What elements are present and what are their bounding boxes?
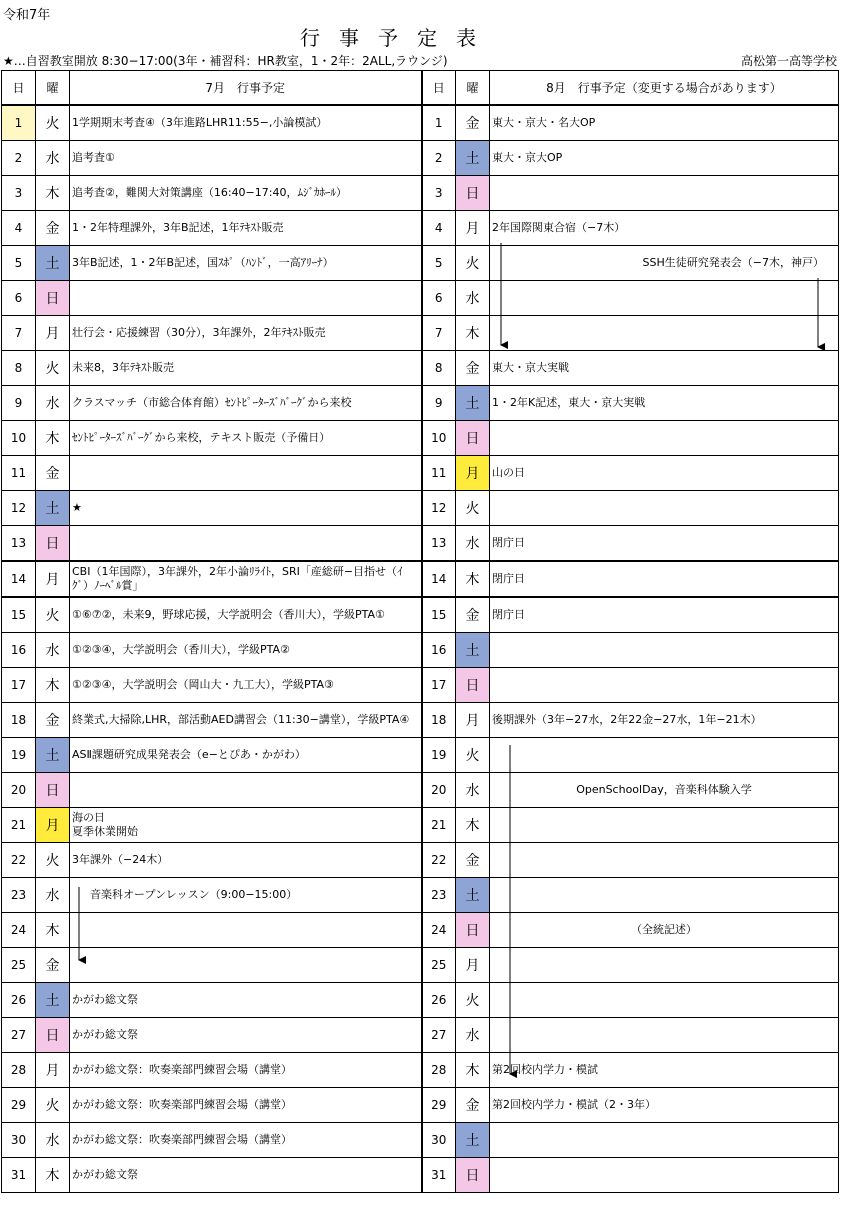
august-weekday: 金: [456, 351, 490, 386]
august-weekday: 火: [456, 738, 490, 773]
august-day: 26: [422, 983, 456, 1018]
august-day: 15: [422, 597, 456, 633]
table-row: [2, 386, 839, 421]
july-event: [70, 913, 422, 948]
august-weekday: 木: [456, 1053, 490, 1088]
july-weekday: 水: [36, 633, 70, 668]
august-day: 30: [422, 1123, 456, 1158]
july-weekday: 木: [36, 421, 70, 456]
july-day: 20: [2, 773, 36, 808]
july-weekday: 土: [36, 246, 70, 281]
table-row: [2, 1088, 839, 1123]
july-event: 未来8，3年ﾃｷｽﾄ販売: [70, 351, 422, 386]
july-day: 19: [2, 738, 36, 773]
august-event: 東大・京大・名大OP: [490, 105, 839, 141]
august-event: [490, 491, 839, 526]
table-row: [2, 211, 839, 246]
august-day: 28: [422, 1053, 456, 1088]
august-event: [490, 633, 839, 668]
july-day: 13: [2, 526, 36, 562]
july-weekday: 金: [36, 948, 70, 983]
july-day: 16: [2, 633, 36, 668]
august-event: [490, 843, 839, 878]
header-august-events: 8月 行事予定（変更する場合があります）: [490, 71, 839, 106]
august-event: [490, 176, 839, 211]
table-row: [2, 561, 839, 597]
july-weekday: 日: [36, 526, 70, 562]
july-weekday: 日: [36, 1018, 70, 1053]
july-day: 26: [2, 983, 36, 1018]
august-day: 29: [422, 1088, 456, 1123]
table-row: [2, 316, 839, 351]
july-day: 15: [2, 597, 36, 633]
table-row: [2, 668, 839, 703]
august-event: 東大・京大実戦: [490, 351, 839, 386]
july-weekday: 金: [36, 703, 70, 738]
july-event: 追考査①: [70, 141, 422, 176]
table-row: [2, 913, 839, 948]
august-event: [490, 1018, 839, 1053]
august-event: [490, 1158, 839, 1193]
july-event: [70, 773, 422, 808]
july-weekday: 火: [36, 351, 70, 386]
july-day: 6: [2, 281, 36, 316]
july-weekday: 火: [36, 105, 70, 141]
august-weekday: 金: [456, 105, 490, 141]
july-weekday: 土: [36, 983, 70, 1018]
table-row: [2, 491, 839, 526]
august-weekday: 金: [456, 1088, 490, 1123]
july-day: 21: [2, 808, 36, 843]
table-row: [2, 808, 839, 843]
july-weekday: 月: [36, 1053, 70, 1088]
july-event: 追考査②，難関大対策講座（16:40−17:40，ﾑｼﾞｶﾎｰﾙ）: [70, 176, 422, 211]
august-weekday: 土: [456, 386, 490, 421]
july-event: [70, 808, 422, 843]
august-weekday: 日: [456, 1158, 490, 1193]
august-day: 4: [422, 211, 456, 246]
july-weekday: 日: [36, 773, 70, 808]
header-weekday-august: 曜: [456, 71, 490, 106]
july-day: 10: [2, 421, 36, 456]
august-event: [490, 948, 839, 983]
july-day: 31: [2, 1158, 36, 1193]
august-day: 7: [422, 316, 456, 351]
august-event: OpenSchoolDay，音楽科体験入学: [490, 773, 839, 808]
july-weekday: 火: [36, 1088, 70, 1123]
august-day: 5: [422, 246, 456, 281]
july-event: ｾﾝﾄﾋﾟｰﾀｰｽﾞﾊﾞｰｸﾞから来校，テキスト販売（予備日）: [70, 421, 422, 456]
table-row: [2, 1123, 839, 1158]
august-event: 閉庁日: [490, 597, 839, 633]
table-row: [2, 1018, 839, 1053]
july-event: CBI（1年国際），3年課外，2年小論ﾘﾗｲﾄ，SRI「産総研−目指せ（ｲｸﾞ）ﾉｰﾍﾞﾙ賞」: [70, 561, 422, 597]
table-row: [2, 246, 839, 281]
table-row: [2, 281, 839, 316]
august-day: 3: [422, 176, 456, 211]
august-weekday: 土: [456, 878, 490, 913]
august-event: [490, 316, 839, 351]
table-row: [2, 948, 839, 983]
july-weekday: 木: [36, 176, 70, 211]
table-row: [2, 633, 839, 668]
table-row: [2, 738, 839, 773]
july-event: クラスマッチ（市総合体育館）ｾﾝﾄﾋﾟｰﾀｰｽﾞﾊﾞｰｸﾞから来校: [70, 386, 422, 421]
july-day: 25: [2, 948, 36, 983]
august-day: 12: [422, 491, 456, 526]
august-weekday: 水: [456, 526, 490, 562]
july-day: 11: [2, 456, 36, 491]
table-row: [2, 597, 839, 633]
july-event: かがわ総文祭: [70, 1158, 422, 1193]
july-event: かがわ総文祭: [70, 1018, 422, 1053]
august-weekday: 水: [456, 773, 490, 808]
july-day: 4: [2, 211, 36, 246]
august-event: [490, 808, 839, 843]
table-row: [2, 983, 839, 1018]
table-row: [2, 421, 839, 456]
august-weekday: 日: [456, 421, 490, 456]
august-event: 1・2年K記述，東大・京大実戦: [490, 386, 839, 421]
july-event: ★: [70, 491, 422, 526]
august-day: 11: [422, 456, 456, 491]
table-row: [2, 703, 839, 738]
august-weekday: 水: [456, 281, 490, 316]
table-row: [2, 878, 839, 913]
august-weekday: 木: [456, 316, 490, 351]
august-day: 17: [422, 668, 456, 703]
august-weekday: 日: [456, 176, 490, 211]
july-event: ①⑥⑦②，未来9，野球応援，大学説明会（香川大），学級PTA①: [70, 597, 422, 633]
august-day: 10: [422, 421, 456, 456]
july-event: [70, 526, 422, 562]
july-event: かがわ総文祭: [70, 983, 422, 1018]
schedule-table: [1, 70, 839, 1193]
july-day: 7: [2, 316, 36, 351]
header-day-august: 日: [422, 71, 456, 106]
august-day: 1: [422, 105, 456, 141]
august-weekday: 金: [456, 843, 490, 878]
august-weekday: 金: [456, 597, 490, 633]
page-title: 行事予定表: [300, 26, 495, 50]
july-event: かがわ総文祭：吹奏楽部門練習会場（講堂）: [70, 1088, 422, 1123]
july-event: [70, 281, 422, 316]
july-event: 壮行会・応援練習（30分），3年課外，2年ﾃｷｽﾄ販売: [70, 316, 422, 351]
july-event: 1・2年特理課外，3年B記述，1年ﾃｷｽﾄ販売: [70, 211, 422, 246]
august-day: 8: [422, 351, 456, 386]
july-event: ASⅡ課題研究成果発表会（e−とぴあ・かがわ）: [70, 738, 422, 773]
header-july-events: 7月 行事予定: [70, 71, 422, 106]
era-label: 令和7年: [3, 8, 51, 23]
august-day: 20: [422, 773, 456, 808]
august-event: 閉庁日: [490, 561, 839, 597]
august-event: [490, 281, 839, 316]
july-event: ①②③④，大学説明会（香川大），学級PTA②: [70, 633, 422, 668]
august-weekday: 日: [456, 913, 490, 948]
august-event: 山の日: [490, 456, 839, 491]
july-day: 1: [2, 105, 36, 141]
july-weekday: 木: [36, 1158, 70, 1193]
july-weekday: 火: [36, 843, 70, 878]
august-event: [490, 738, 839, 773]
august-day: 22: [422, 843, 456, 878]
august-event: [490, 878, 839, 913]
july-weekday: 木: [36, 913, 70, 948]
august-weekday: 水: [456, 1018, 490, 1053]
july-weekday: 水: [36, 1123, 70, 1158]
august-event: 第2回校内学力・模試（2・3年）: [490, 1088, 839, 1123]
august-event: [490, 983, 839, 1018]
august-weekday: 月: [456, 211, 490, 246]
august-day: 14: [422, 561, 456, 597]
july-day: 3: [2, 176, 36, 211]
july-weekday: 月: [36, 316, 70, 351]
august-event: 後期課外（3年−27水，2年22金−27水，1年−21木）: [490, 703, 839, 738]
august-day: 19: [422, 738, 456, 773]
july-event: 3年課外（−24木）: [70, 843, 422, 878]
july-day: 9: [2, 386, 36, 421]
august-day: 6: [422, 281, 456, 316]
table-row: [2, 351, 839, 386]
study-room-notice: ★…自習教室開放 8:30−17:00(3年・補習科：HR教室，1・2年：2ALL,ラウンジ): [3, 54, 448, 68]
july-day: 12: [2, 491, 36, 526]
july-weekday: 月: [36, 561, 70, 597]
table-row: [2, 1158, 839, 1193]
july-day: 18: [2, 703, 36, 738]
july-day: 17: [2, 668, 36, 703]
july-event: [70, 456, 422, 491]
august-day: 21: [422, 808, 456, 843]
table-row: [2, 141, 839, 176]
header-weekday-july: 曜: [36, 71, 70, 106]
august-event: 第2回校内学力・模試: [490, 1053, 839, 1088]
august-event: 2年国際関東合宿（−7木）: [490, 211, 839, 246]
august-weekday: 土: [456, 633, 490, 668]
august-event: [490, 1123, 839, 1158]
july-day: 2: [2, 141, 36, 176]
july-day: 8: [2, 351, 36, 386]
july-event-line: 夏季休業開始: [72, 825, 138, 838]
july-day: 24: [2, 913, 36, 948]
august-event: 閉庁日: [490, 526, 839, 562]
august-weekday: 土: [456, 1123, 490, 1158]
august-weekday: 木: [456, 561, 490, 597]
july-weekday: 火: [36, 597, 70, 633]
july-weekday: 水: [36, 386, 70, 421]
july-day: 14: [2, 561, 36, 597]
july-event: 音楽科オープンレッスン（9:00−15:00）: [70, 878, 422, 913]
july-weekday: 木: [36, 668, 70, 703]
august-event: 東大・京大OP: [490, 141, 839, 176]
header-row: [2, 71, 839, 106]
july-day: 30: [2, 1123, 36, 1158]
august-day: 25: [422, 948, 456, 983]
august-weekday: 火: [456, 983, 490, 1018]
july-weekday: 水: [36, 141, 70, 176]
august-day: 23: [422, 878, 456, 913]
august-weekday: 木: [456, 808, 490, 843]
august-event: [490, 421, 839, 456]
july-event: 3年B記述，1・2年B記述，国ｽﾎﾟ（ﾊﾝﾄﾞ，一高ｱﾘｰﾅ）: [70, 246, 422, 281]
july-event: 1学期期末考査④（3年進路LHR11:55−,小論模試）: [70, 105, 422, 141]
july-day: 28: [2, 1053, 36, 1088]
august-day: 2: [422, 141, 456, 176]
july-event: [70, 948, 422, 983]
august-day: 27: [422, 1018, 456, 1053]
august-weekday: 月: [456, 703, 490, 738]
august-day: 24: [422, 913, 456, 948]
july-weekday: 金: [36, 211, 70, 246]
august-weekday: 日: [456, 668, 490, 703]
july-weekday: 月: [36, 808, 70, 843]
july-day: 27: [2, 1018, 36, 1053]
school-name: 高松第一高等学校: [740, 54, 837, 68]
august-weekday: 火: [456, 491, 490, 526]
august-event: （全統記述）: [490, 913, 839, 948]
table-row: [2, 105, 839, 141]
table-row: [2, 773, 839, 808]
table-row: [2, 176, 839, 211]
august-day: 9: [422, 386, 456, 421]
august-event: [490, 668, 839, 703]
table-row: [2, 526, 839, 562]
july-weekday: 水: [36, 878, 70, 913]
august-day: 13: [422, 526, 456, 562]
july-event: かがわ総文祭：吹奏楽部門練習会場（講堂）: [70, 1053, 422, 1088]
july-day: 22: [2, 843, 36, 878]
table-row: [2, 456, 839, 491]
august-weekday: 月: [456, 948, 490, 983]
july-day: 23: [2, 878, 36, 913]
table-row: [2, 843, 839, 878]
table-row: [2, 1053, 839, 1088]
july-event: かがわ総文祭：吹奏楽部門練習会場（講堂）: [70, 1123, 422, 1158]
july-day: 29: [2, 1088, 36, 1123]
july-event: 終業式,大掃除,LHR，部活動AED講習会（11:30−講堂），学級PTA④: [70, 703, 422, 738]
august-weekday: 月: [456, 456, 490, 491]
august-weekday: 土: [456, 141, 490, 176]
august-day: 18: [422, 703, 456, 738]
july-weekday: 土: [36, 738, 70, 773]
july-weekday: 土: [36, 491, 70, 526]
august-day: 31: [422, 1158, 456, 1193]
july-weekday: 日: [36, 281, 70, 316]
july-day: 5: [2, 246, 36, 281]
august-weekday: 火: [456, 246, 490, 281]
august-event: SSH生徒研究発表会（−7木，神戸）: [490, 246, 839, 281]
august-day: 16: [422, 633, 456, 668]
july-event-line: 海の日: [72, 811, 105, 824]
header-day-july: 日: [2, 71, 36, 106]
july-weekday: 金: [36, 456, 70, 491]
july-event: ①②③④，大学説明会（岡山大・九工大），学級PTA③: [70, 668, 422, 703]
